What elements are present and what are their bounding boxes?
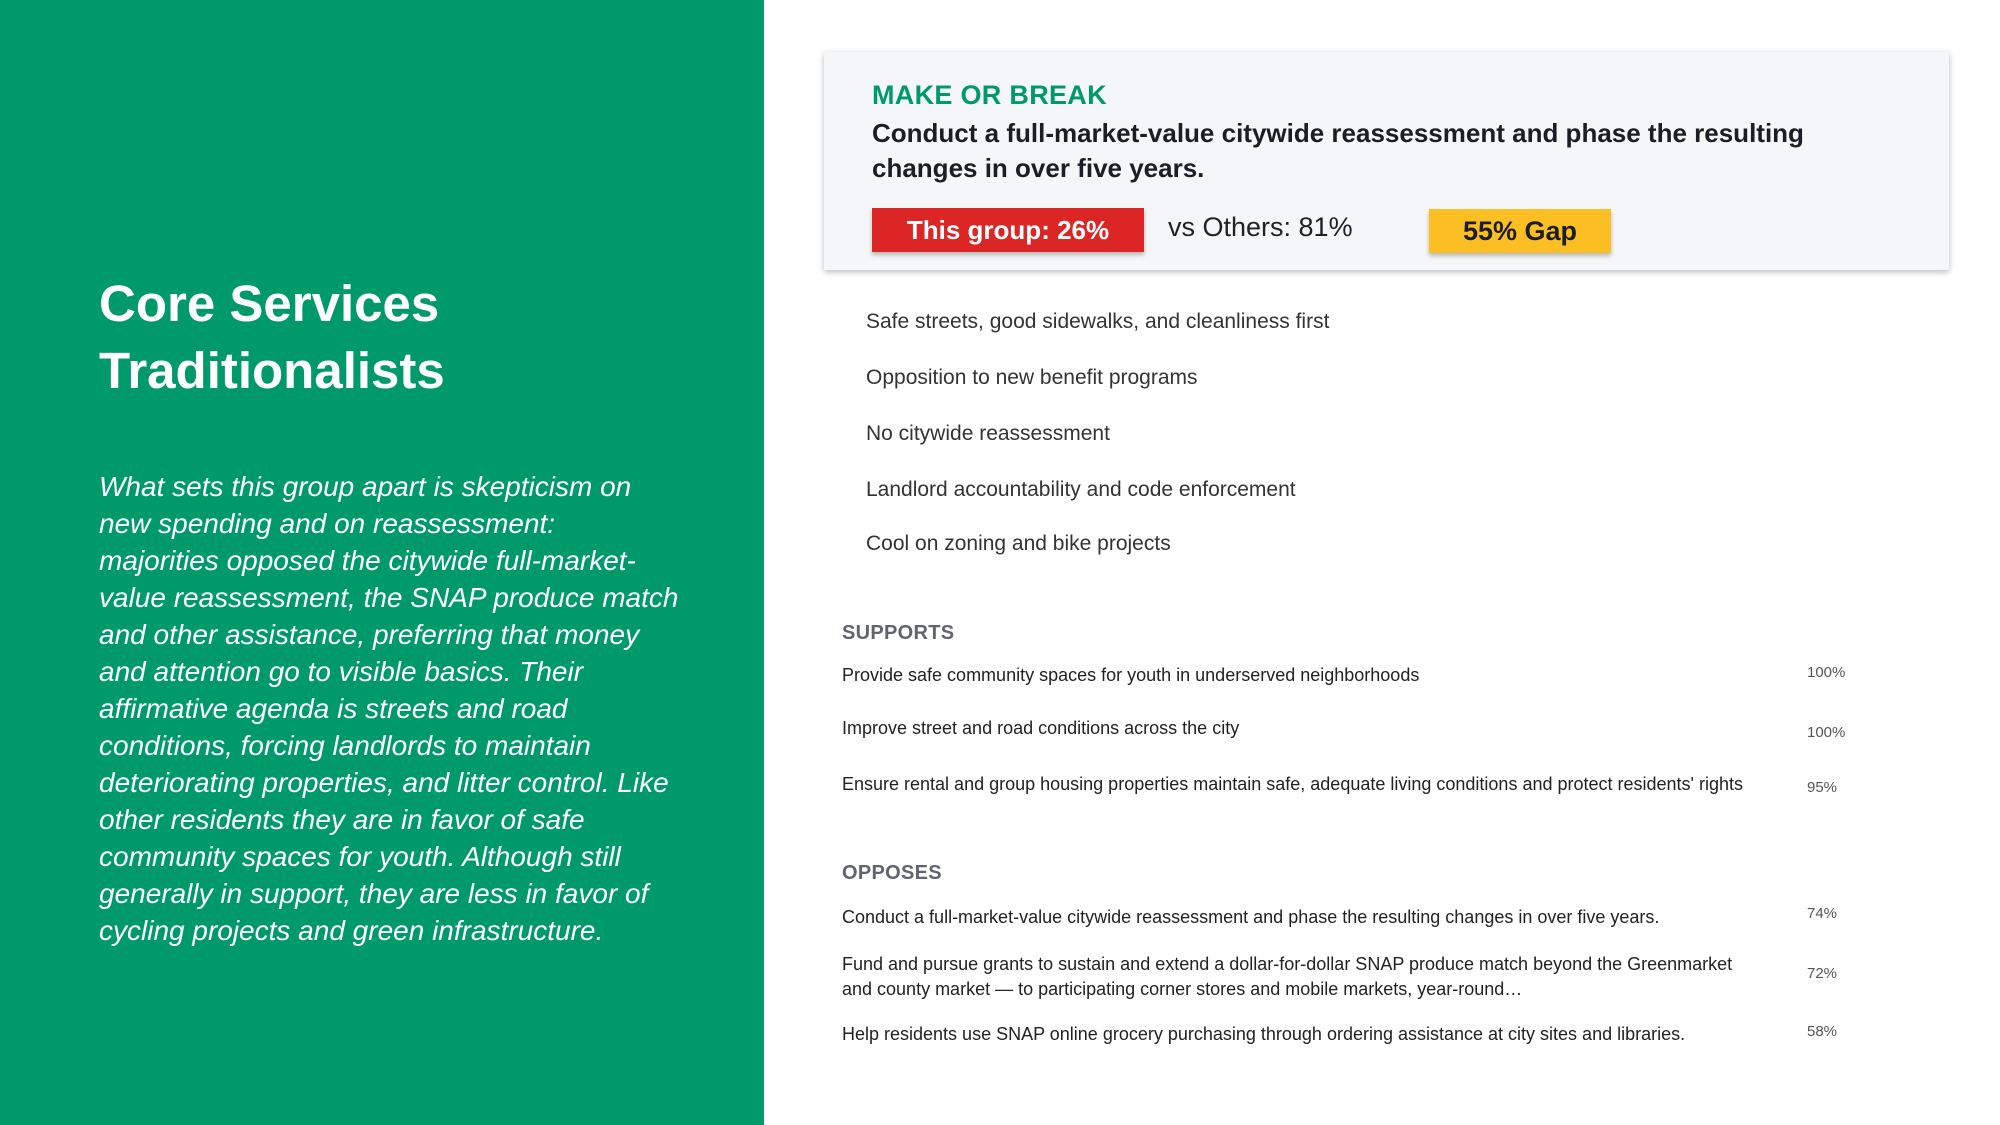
gap-badge (1429, 209, 1611, 253)
policy-text: Ensure rental and group housing properties maintain safe, adequate living conditions and protect residents' rights (842, 774, 1743, 794)
policy-text: Provide safe community spaces for youth in underserved neighborhoods (842, 665, 1420, 685)
make-or-break-card (824, 52, 1949, 270)
policy-percent: 58% (1807, 1023, 1838, 1040)
segment-title (99, 270, 699, 404)
segment-title-line2: Traditionalists (99, 342, 445, 399)
make-or-break-label: MAKE OR BREAK (872, 80, 1107, 110)
priority-item: Cool on zoning and bike projects (866, 532, 1171, 555)
segment-panel (0, 0, 764, 1125)
policy-percent: 95% (1807, 779, 1838, 796)
priority-item: Landlord accountability and code enforcement (866, 478, 1296, 501)
this-group-badge (872, 208, 1144, 252)
policy-text: Fund and pursue grants to sustain and extend a dollar-for-dollar SNAP produce match beyond the Greenmarket and county market — to participating corner stores and mobile markets, year-round… (842, 954, 1733, 999)
policy-text: Help residents use SNAP online grocery purchasing through ordering assistance at city sites and libraries. (842, 1024, 1686, 1044)
priority-item: No citywide reassessment (866, 422, 1110, 445)
priority-item: Opposition to new benefit programs (866, 366, 1198, 389)
this-group-badge-label: This group: 26% (906, 214, 1110, 245)
supports-heading: SUPPORTS (842, 622, 955, 644)
policy-percent: 100% (1807, 724, 1846, 741)
policy-percent: 74% (1807, 905, 1838, 922)
make-or-break-statement: Conduct a full-market-value citywide reassessment and phase the resulting changes in over five years. (872, 118, 1804, 183)
policy-text: Conduct a full-market-value citywide reassessment and phase the resulting changes in over five years. (842, 907, 1660, 927)
policy-text: Improve street and road conditions across the city (842, 718, 1240, 738)
priority-item: Safe streets, good sidewalks, and cleanliness first (866, 310, 1330, 333)
opposes-heading: OPPOSES (842, 862, 942, 884)
segment-description: What sets this group apart is skepticism on new spending and on reassessment: majorities opposed the citywide full-market-value reassessment, the SNAP produce match and other assistance, preferring that money and attention go to visible basics. Their affirmative agenda is streets and road conditions, forcing landlords to maintain deteriorating properties, and litter control. Like other residents they are in favor of safe community spaces for youth. Although still generally in support, they are less in favor of cycling projects and green infrastructure. (99, 471, 679, 946)
policy-percent: 100% (1807, 664, 1846, 681)
others-comparison: vs Others: 81% (1168, 212, 1353, 242)
policy-percent: 72% (1807, 965, 1838, 982)
segment-title-line1: Core Services (99, 275, 440, 332)
gap-badge-label: 55% Gap (1462, 215, 1578, 246)
